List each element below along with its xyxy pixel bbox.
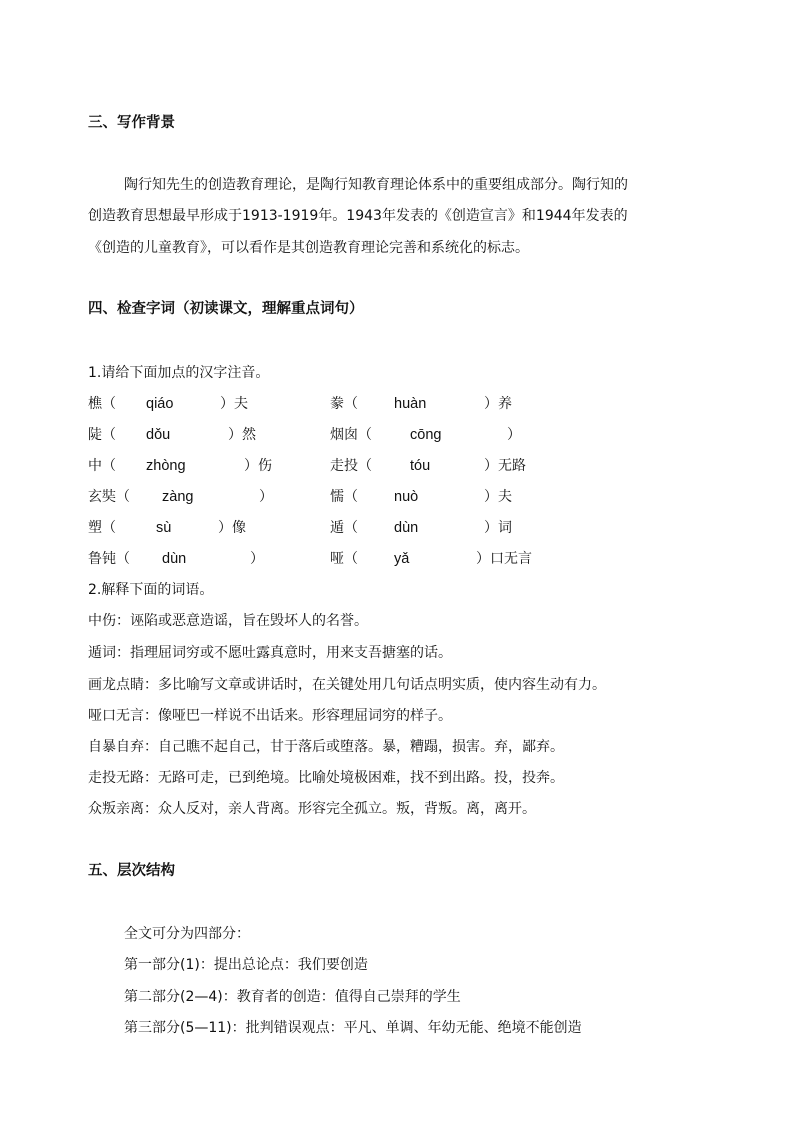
section-heading-3: 三、写作背景 (88, 115, 175, 131)
question-2: 2.解释下面的词语。 (88, 582, 214, 598)
pinyin-answer: yǎ (394, 551, 410, 567)
pinyin-suffix: ）无路 (484, 458, 526, 474)
pinyin-answer: qiáo (146, 396, 174, 412)
pinyin-answer: cōng (410, 427, 442, 443)
pinyin-suffix: ）养 (484, 396, 512, 412)
paragraph-line: 《创造的儿童教育》，可以看作是其创造教育理论完善和系统化的标志。 (88, 240, 529, 256)
pinyin-prefix: 陡（ (88, 427, 116, 443)
pinyin-answer: sù (156, 520, 172, 536)
pinyin-answer: dùn (162, 551, 187, 567)
definition-item: 中伤：诬陷或恶意造谣，旨在毁坏人的名誉。 (88, 613, 368, 629)
question-1: 1.请给下面加点的汉字注音。 (88, 365, 270, 381)
pinyin-answer: dùn (394, 520, 419, 536)
section-heading-5: 五、层次结构 (88, 863, 175, 879)
pinyin-suffix: ） (507, 427, 521, 443)
pinyin-prefix: 走投（ (330, 458, 372, 474)
pinyin-prefix: 哑（ (330, 551, 358, 567)
structure-part: 第一部分(1)：提出总论点：我们要创造 (124, 957, 368, 973)
pinyin-prefix: 遁（ (330, 520, 358, 536)
pinyin-suffix: ） (250, 551, 264, 567)
pinyin-suffix: ）口无言 (476, 551, 532, 567)
structure-intro: 全文可分为四部分： (124, 926, 250, 942)
paragraph-line: 创造教育思想最早形成于1913-1919年。1943年发表的《创造宣言》和1944年发表的 (88, 208, 628, 224)
pinyin-answer: tóu (410, 458, 431, 474)
pinyin-prefix: 玄奘（ (88, 489, 130, 505)
definition-item: 众叛亲离：众人反对，亲人背离。形容完全孤立。叛，背叛。离，离开。 (88, 801, 536, 817)
pinyin-answer: zàng (162, 489, 194, 505)
pinyin-prefix: 中（ (88, 458, 116, 474)
definition-item: 自暴自弃：自己瞧不起自己，甘于落后或堕落。暴，糟蹋，损害。弃，鄙弃。 (88, 739, 564, 755)
pinyin-answer: nuò (394, 489, 419, 505)
pinyin-suffix: ）像 (218, 520, 246, 536)
pinyin-prefix: 懦（ (330, 489, 358, 505)
pinyin-prefix: 鲁钝（ (88, 551, 130, 567)
definition-item: 哑口无言：像哑巴一样说不出话来。形容理屈词穷的样子。 (88, 708, 452, 724)
definition-item: 遁词：指理屈词穷或不愿吐露真意时，用来支吾搪塞的话。 (88, 645, 452, 661)
definition-item: 画龙点睛：多比喻写文章或讲话时，在关键处用几句话点明实质，使内容生动有力。 (88, 677, 606, 693)
pinyin-prefix: 塑（ (88, 520, 116, 536)
pinyin-suffix: ）词 (484, 520, 512, 536)
definition-item: 走投无路：无路可走，已到绝境。比喻处境极困难，找不到出路。投，投奔。 (88, 770, 564, 786)
pinyin-prefix: 樵（ (88, 396, 116, 412)
pinyin-prefix: 烟囱（ (330, 427, 372, 443)
paragraph-line: 陶行知先生的创造教育理论，是陶行知教育理论体系中的重要组成部分。陶行知的 (124, 177, 628, 193)
pinyin-suffix: ）夫 (220, 396, 248, 412)
pinyin-suffix: ）伤 (244, 458, 272, 474)
section-heading-4: 四、检查字词（初读课文，理解重点词句） (88, 301, 364, 317)
pinyin-prefix: 豢（ (330, 396, 358, 412)
structure-part: 第三部分(5—11)：批判错误观点：平凡、单调、年幼无能、绝境不能创造 (124, 1020, 582, 1036)
pinyin-answer: dǒu (146, 427, 171, 443)
pinyin-answer: huàn (394, 396, 427, 412)
structure-part: 第二部分(2—4)：教育者的创造：值得自己崇拜的学生 (124, 989, 461, 1005)
pinyin-suffix: ） (259, 489, 273, 505)
pinyin-answer: zhòng (146, 458, 186, 474)
pinyin-suffix: ）夫 (484, 489, 512, 505)
pinyin-suffix: ）然 (228, 427, 256, 443)
